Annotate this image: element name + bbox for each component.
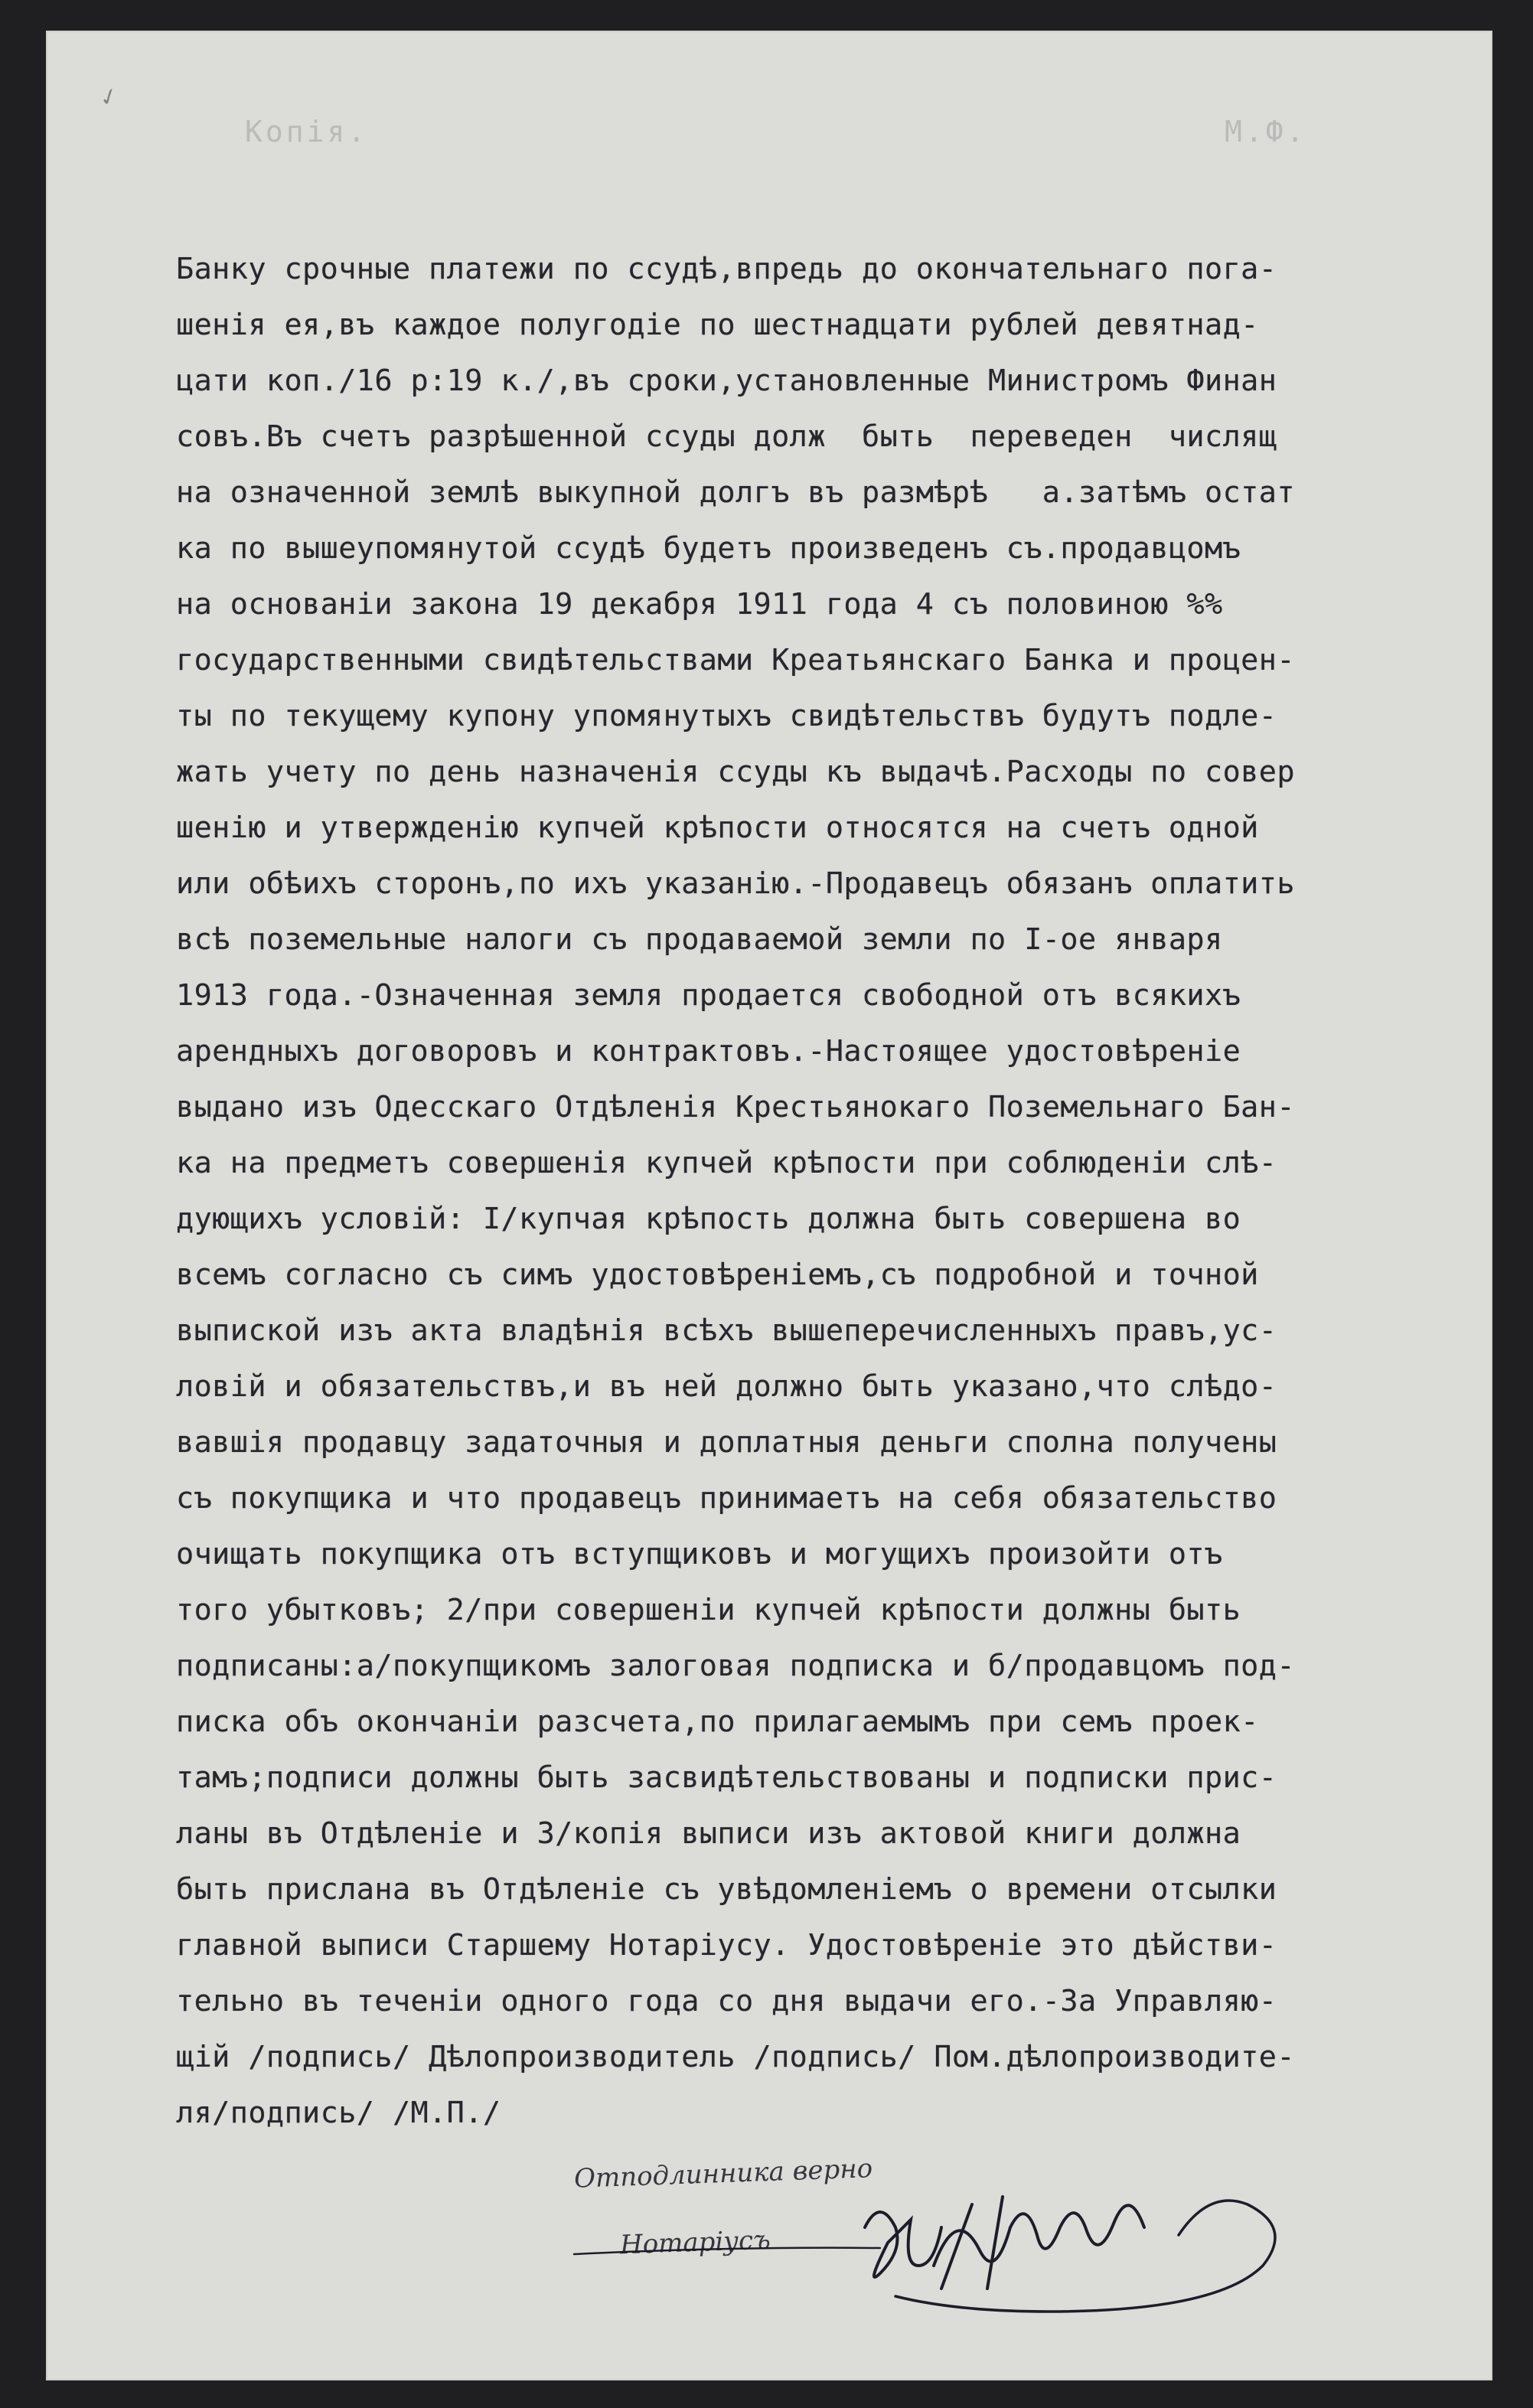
text-line: съ покупщика и что продавецъ принимаетъ на себя обязательство [176,1481,1277,1516]
text-line: главной выписи Старшему Нотаріусу. Удостовѣреніе это дѣйстви- [176,1928,1277,1963]
text-line: ты по текущему купону упомянутыхъ свидѣтельствъ будутъ подле- [176,699,1277,733]
document-body [176,241,1492,2141]
text-line: тамъ;подписи должны быть засвидѣтельствованы и подписки прис- [176,1760,1277,1795]
document-page [46,31,1492,2380]
text-line: ля/подпись/ /М.П./ [176,2096,501,2130]
text-line: выдано изъ Одесскаго Отдѣленія Крестьянокаго Поземельнаго Бан- [176,1090,1295,1124]
text-line: Банку срочные платежи по ссудѣ,впредь до окончательнаго пога- [176,252,1277,286]
text-line: ланы въ Отдѣленіе и 3/копія выписи изъ актовой книги должна [176,1816,1241,1851]
text-line: шенія ея,въ каждое полугодіе по шестнадцати рублей девятнад- [176,308,1259,342]
text-line: государственными свидѣтельствами Креатьянскаго Банка и процен- [176,643,1295,677]
text-line: выпиской изъ акта владѣнія всѣхъ вышеперечисленныхъ правъ,ус- [176,1313,1277,1348]
text-line: цати коп./16 р:19 к./,въ сроки,установленные Министромъ Финан [176,364,1277,398]
text-line: совъ.Въ счетъ разрѣшенной ссуды долж быть переведен числящ [176,419,1277,454]
text-line: на основаніи закона 19 декабря 1911 года 4 съ половиною %% [176,587,1223,622]
handwritten-signature [543,2113,1424,2342]
text-line: ка на предметъ совершенія купчей крѣпости при соблюденіи слѣ- [176,1146,1277,1180]
signature-line-notary: Нотаріусъ [619,2224,771,2261]
text-line: всемъ согласно съ симъ удостовѣреніемъ,съ подробной и точной [176,1258,1259,1292]
text-line: щій /подпись/ Дѣлопроизводитель /подпись/ Пом.дѣлопроизводите- [176,2040,1295,2074]
text-line: жать учету по день назначенія ссуды къ выдачѣ.Расходы по совер [176,755,1295,789]
text-line: всѣ поземельные налоги съ продаваемой земли по I-ое января [176,922,1223,957]
text-line: быть прислана въ Отдѣленіе съ увѣдомленіемъ о времени отсылки [176,1872,1277,1907]
text-line: тельно въ теченіи одного года со дня выдачи его.-За Управляю- [176,1984,1277,2018]
text-line: ка по вышеупомянутой ссудѣ будетъ произведенъ съ.продавцомъ [176,531,1241,566]
signature-line-attestation: Отподлинника верно [573,2153,873,2194]
text-line: вавшія продавцу задаточныя и доплатныя деньги сполна получены [176,1425,1277,1460]
text-line: ловій и обязательствъ,и въ ней должно быть указано,что слѣдо- [176,1369,1277,1404]
text-line: очищать покупщика отъ вступщиковъ и могущихъ произойти отъ [176,1537,1223,1571]
text-line: на означенной землѣ выкупной долгъ въ размѣрѣ а.затѣмъ остат [176,475,1295,510]
text-line: арендныхъ договоровъ и контрактовъ.-Настоящее удостовѣреніе [176,1034,1241,1069]
text-line: шенію и утвержденію купчей крѣпости относятся на счетъ одной [176,811,1259,845]
text-line: 1913 года.-Означенная земля продается свободной отъ всякихъ [176,978,1241,1013]
text-line: писка объ окончаніи разсчета,по прилагаемымъ при семъ проек- [176,1705,1259,1739]
show-through-text: Копія. [245,115,369,148]
text-line: дующихъ условій: I/купчая крѣпость должна быть совершена во [176,1202,1241,1236]
text-line: того убытковъ; 2/при совершеніи купчей крѣпости должны быть [176,1593,1241,1627]
corner-mark: ✓ [95,81,123,114]
show-through-text: М.Ф. [1225,115,1307,148]
text-line: или обѣихъ сторонъ,по ихъ указанію.-Продавецъ обязанъ оплатить [176,866,1295,901]
text-line: подписаны:а/покупщикомъ залоговая подписка и б/продавцомъ под- [176,1649,1295,1683]
